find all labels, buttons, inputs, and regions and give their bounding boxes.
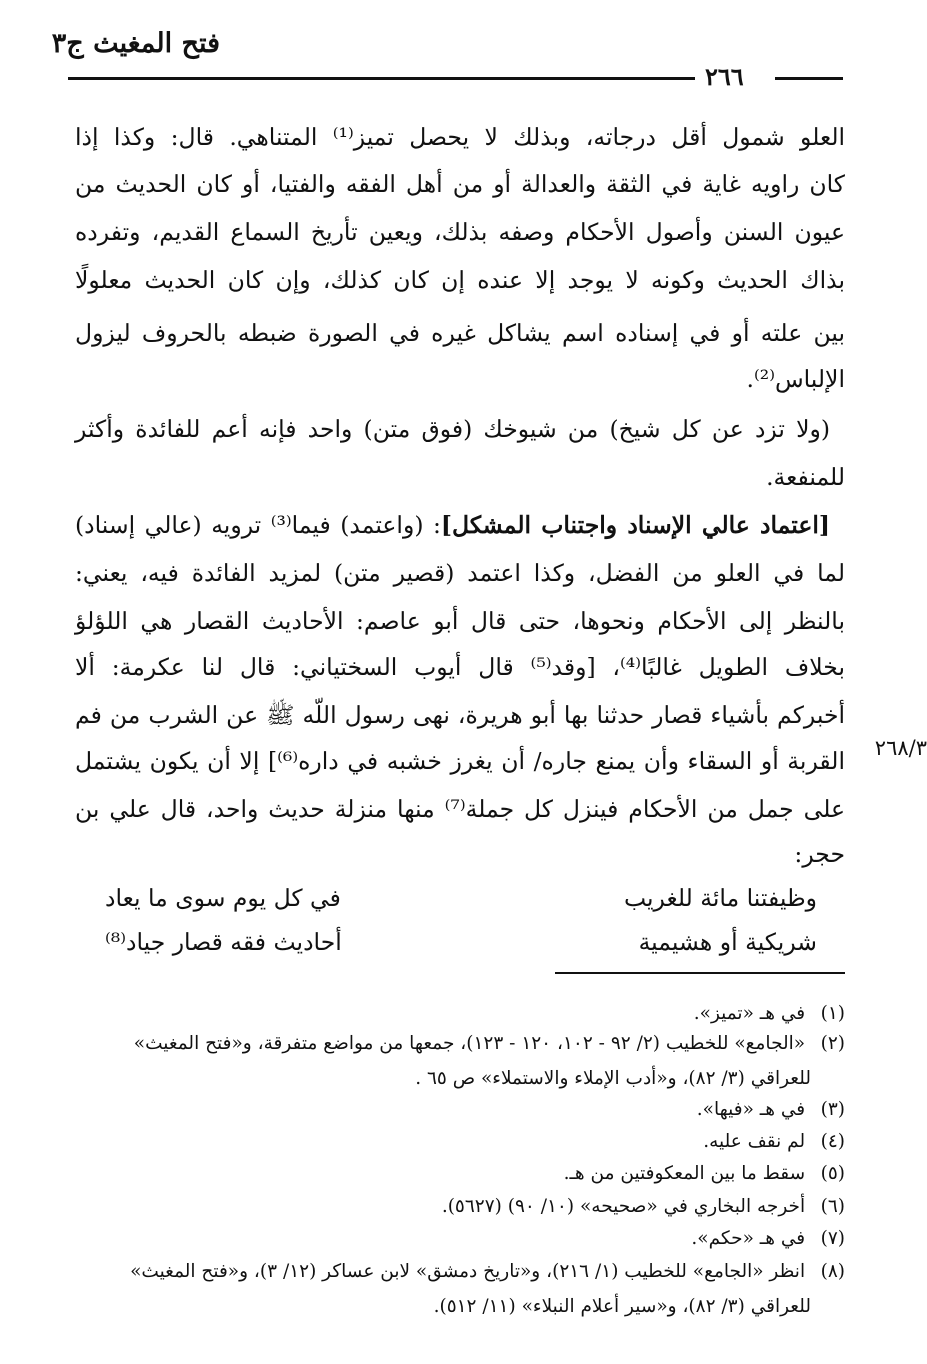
footnote-number: (١) [820,1003,845,1024]
body-line: أخبركم بأشياء قصار حدثنا بها أبو هريرة، نهى رسول اللّه ﷺ عن الشرب من فم [75,701,845,729]
running-title: فتح المغيث ج٣ [51,28,220,59]
footnote-text: انظر «الجامع» للخطيب (١/ ٢١٦)، و«تاريخ دمشق» لابن عساكر (١٢/ ٣)، و«فتح المغيث» [130,1261,806,1282]
body-line: بذاك الحديث وكونه لا يوجد إلا عنده إن كان كذلك، وإن كان الحديث معلولًا [75,266,845,294]
poem-hemistich: وظيفتنا مائة للغريب [623,884,817,912]
footnote-continuation: للعراقي (٣/ ٨٢)، و«سير أعلام النبلاء» (١١/ ٥١٢). [433,1296,811,1317]
body-line: للمنفعة. [766,463,845,491]
poem-hemistich: أحاديث فقه قصار جياد⁽⁸⁾ [105,928,342,956]
footnote-text: «الجامع» للخطيب (٢/ ٩٢ - ١٠٢، ١٢٠ - ١٢٣)، جمعها من مواضع متفرقة، و«فتح المغيث» [133,1033,806,1054]
footnote-text: في هـ «تميز». [693,1003,806,1024]
body-line: (ولا تزد عن كل شيخ) من شيوخك (فوق متن) واحد فإنه أعم للفائدة وأكثر [75,415,830,443]
body-line: بخلاف الطويل غالبًا⁽⁴⁾، [وقد⁽⁵⁾ قال أيوب السختياني: قال لنا عكرمة: ألا [75,653,845,681]
poem-verse [105,922,817,962]
footnote [75,1126,845,1157]
footnote-text: سقط ما بين المعكوفتين من هـ. [563,1163,806,1184]
poem-hemistich: شريكية أو هشيمية [638,928,817,956]
footnote [75,1094,845,1125]
poem-hemistich: في كل يوم سوى ما يعاد [105,884,341,912]
body-line: بالنظر إلى الأحكام ونحوها، حتى قال أبو عاصم: الأحاديث القصار هي اللؤلؤ [75,607,845,635]
footnote-number: (٣) [820,1099,845,1120]
footnote-text: أخرجه البخاري في «صحيحه» (١٠/ ٩٠) (٥٦٢٧). [441,1196,806,1217]
body-line: على جمل من الأحكام فينزل كل جملة⁽⁷⁾ منها منزلة حديث واحد، قال علي بن [75,795,845,823]
footnote-number: (٧) [820,1228,845,1249]
footnote [75,1191,845,1222]
footnote-text: لم نقف عليه. [703,1131,806,1152]
footnote [75,998,845,1029]
footnote-number: (٨) [820,1261,845,1282]
footnote [75,1256,845,1287]
footnote-number: (٥) [820,1163,845,1184]
footnote-number: (٤) [820,1131,845,1152]
body-line: عيون السنن وأصول الأحكام وصفه بذلك، ويعين تأريخ السماع القديم، وتفرده [75,218,845,246]
margin-page-reference: ٢٦٨/٣ [874,736,927,760]
body-line: حجر: [794,840,845,868]
section-heading-line: [اعتماد عالي الإسناد واجتناب المشكل]: (واعتمد) فيما⁽³⁾ ترويه (عالي إسناد) [75,511,830,539]
footnote-number: (٢) [820,1033,845,1054]
footnote [75,1223,845,1254]
poem-verse [105,878,817,918]
page-number: ٢٦٦ [705,62,744,91]
body-line: الإلباس⁽²⁾. [746,365,845,393]
body-line: العلو شمول أقل درجاته، وبذلك لا يحصل تميز⁽¹⁾ المتناهي. قال: وكذا إذا [75,123,846,151]
footnote [75,1028,845,1059]
footnote-text: في هـ «فيها». [696,1099,806,1120]
header-rule-short [775,77,843,80]
body-line: بين علته أو في إسناده اسم يشاكل غيره في الصورة ضبطه بالحروف ليزول [75,319,845,347]
section-heading: [اعتماد عالي الإسناد واجتناب المشكل] [440,511,830,539]
footnote [75,1158,845,1189]
footnote-text: في هـ «حكم». [691,1228,806,1249]
footnote-continuation: للعراقي (٣/ ٨٢)، و«أدب الإملاء والاستملاء» ص ٦٥ . [415,1068,811,1089]
body-line: كان راويه غاية في الثقة والعدالة أو من أهل الفقه والفتيا، أو كان الحديث من [75,170,845,198]
header-rule [68,77,695,80]
body-line: القربة أو السقاء وأن يمنع جاره/ أن يغرز خشبه في داره⁽⁶⁾] إلا أن يكون يشتمل [75,747,845,775]
footnote-separator [555,972,845,974]
body-line: لما في العلو من الفضل، وكذا اعتمد (قصير متن) لمزيد الفائدة فيه، يعني: [75,559,845,587]
footnote-number: (٦) [820,1196,845,1217]
